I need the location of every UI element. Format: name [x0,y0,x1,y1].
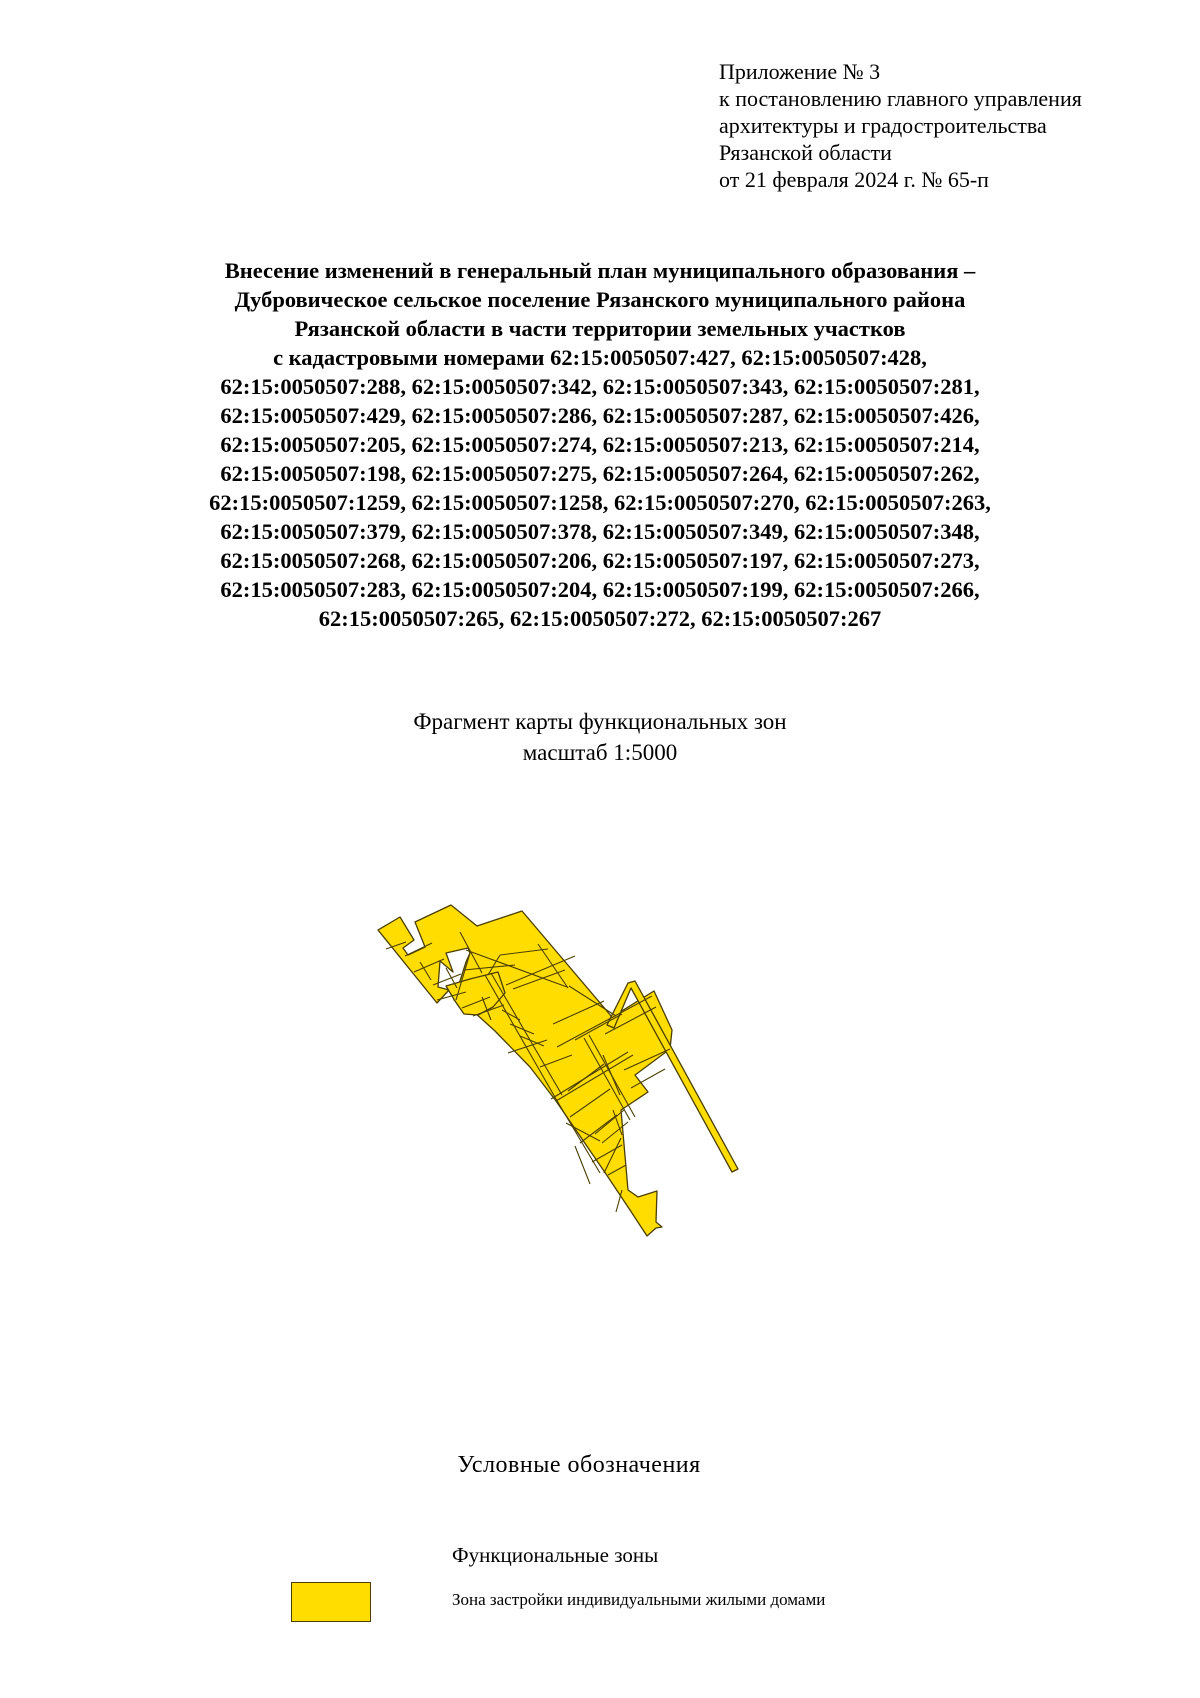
appendix-line: от 21 февраля 2024 г. № 65-п [719,167,989,192]
title-line: Рязанской области в части территории земельных участков [294,316,906,341]
functional-zone-map [360,860,880,1340]
appendix-line: архитектуры и градостроительства [719,113,1047,138]
title-line: Дубровическое сельское поселение Рязанского муниципального района [234,287,966,312]
appendix-line: Приложение № 3 [719,59,881,84]
legend-item-label: Зона застройки индивидуальными жилыми домами [452,1590,826,1609]
title-line: 62:15:0050507:288, 62:15:0050507:342, 62:15:0050507:343, 62:15:0050507:281, [220,374,980,399]
appendix-line: к постановлению главного управления [719,86,1082,111]
title-line: 62:15:0050507:268, 62:15:0050507:206, 62:15:0050507:197, 62:15:0050507:273, [220,548,980,573]
title-line: 62:15:0050507:283, 62:15:0050507:204, 62:15:0050507:199, 62:15:0050507:266, [220,577,980,602]
title-line: Внесение изменений в генеральный план муниципального образования – [224,258,976,283]
title-line: с кадастровыми номерами 62:15:0050507:427, 62:15:0050507:428, [273,345,927,370]
title-line: 62:15:0050507:198, 62:15:0050507:275, 62:15:0050507:264, 62:15:0050507:262, [220,461,980,486]
title-line: 62:15:0050507:429, 62:15:0050507:286, 62:15:0050507:287, 62:15:0050507:426, [220,403,980,428]
legend-swatch-residential-zone [291,1582,371,1622]
residential-zone-area [378,905,738,1236]
map-caption [0,706,1200,768]
zone-polygon [378,905,672,1236]
legend-title: Условные обозначения [457,1452,701,1478]
appendix-line: Рязанской области [719,140,892,165]
title-line: 62:15:0050507:1259, 62:15:0050507:1258, 62:15:0050507:270, 62:15:0050507:263, [209,490,991,515]
title-line: 62:15:0050507:265, 62:15:0050507:272, 62:15:0050507:267 [318,606,882,631]
map-caption-title: Фрагмент карты функциональных зон [413,709,787,734]
legend-group-title: Функциональные зоны [452,1543,659,1567]
map-scale: масштаб 1:5000 [522,740,678,765]
document-title [0,256,1200,633]
title-line: 62:15:0050507:205, 62:15:0050507:274, 62:15:0050507:213, 62:15:0050507:214, [220,432,980,457]
title-line: 62:15:0050507:379, 62:15:0050507:378, 62:15:0050507:349, 62:15:0050507:348, [220,519,980,544]
appendix-header [719,58,1082,193]
